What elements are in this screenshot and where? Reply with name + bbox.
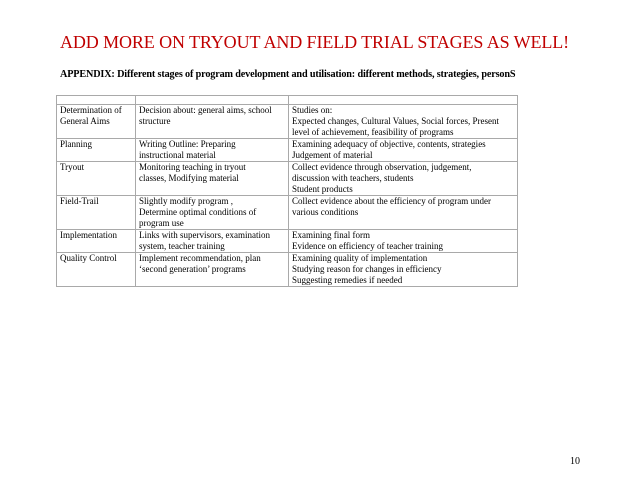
cell-line: Collect evidence about the efficiency of program under bbox=[292, 196, 492, 206]
decision-cell bbox=[136, 230, 289, 253]
studies-cell bbox=[289, 253, 518, 287]
cell-line: Determine optimal conditions of bbox=[139, 207, 257, 217]
cell-line: Student products bbox=[292, 184, 353, 194]
cell-line: Suggesting remedies if needed bbox=[292, 275, 403, 285]
cell-line: Links with supervisors, examination bbox=[139, 230, 270, 240]
cell-line: system, teacher training bbox=[139, 241, 225, 251]
cell-line: ‘second generation’ programs bbox=[139, 264, 246, 274]
cell-line: various conditions bbox=[292, 207, 359, 217]
stage-cell bbox=[57, 196, 136, 230]
stage-cell bbox=[57, 139, 136, 162]
cell-line: Implement recommendation, plan bbox=[139, 253, 261, 263]
cell-line: Evidence on efficiency of teacher training bbox=[292, 241, 444, 251]
cell-line: Studying reason for changes in efficiency bbox=[292, 264, 442, 274]
slide-title: ADD MORE ON TRYOUT AND FIELD TRIAL STAGES AS WELL! bbox=[60, 32, 570, 52]
page-number: 10 bbox=[570, 456, 580, 467]
studies-cell bbox=[289, 139, 518, 162]
stage-cell bbox=[57, 253, 136, 287]
decision-cell bbox=[136, 105, 289, 139]
cell-line: Writing Outline: Preparing bbox=[139, 139, 236, 149]
table-header-row bbox=[57, 96, 518, 105]
cell-line: structure bbox=[139, 116, 171, 126]
table-row bbox=[57, 196, 518, 230]
cell-line: Implementation bbox=[60, 230, 117, 240]
stage-cell bbox=[57, 162, 136, 196]
stage-cell bbox=[57, 105, 136, 139]
cell-line: classes, Modifying material bbox=[139, 173, 239, 183]
studies-cell bbox=[289, 105, 518, 139]
cell-line: Collect evidence through observation, judgement, bbox=[292, 162, 472, 172]
cell-line: Slightly modify program , bbox=[139, 196, 233, 206]
decision-cell bbox=[136, 162, 289, 196]
cell-line: Judgement of material bbox=[292, 150, 373, 160]
header-cell bbox=[57, 96, 136, 105]
cell-line: Planning bbox=[60, 139, 93, 149]
cell-line: Expected changes, Cultural Values, Social forces, Present bbox=[292, 116, 500, 126]
cell-line: Examining quality of implementation bbox=[292, 253, 428, 263]
cell-line: level of achievement, feasibility of programs bbox=[292, 127, 454, 137]
studies-cell bbox=[289, 162, 518, 196]
table-row bbox=[57, 139, 518, 162]
cell-line: Determination of bbox=[60, 105, 122, 115]
cell-line: Monitoring teaching in tryout bbox=[139, 162, 246, 172]
header-cell bbox=[136, 96, 289, 105]
cell-line: Studies on: bbox=[292, 105, 333, 115]
cell-line: program use bbox=[139, 218, 184, 228]
cell-line: discussion with teachers, students bbox=[292, 173, 414, 183]
table-row bbox=[57, 230, 518, 253]
decision-cell bbox=[136, 139, 289, 162]
studies-cell bbox=[289, 230, 518, 253]
stage-cell bbox=[57, 230, 136, 253]
table-row bbox=[57, 105, 518, 139]
table-row bbox=[57, 253, 518, 287]
cell-line: Tryout bbox=[60, 162, 85, 172]
header-cell bbox=[289, 96, 518, 105]
table-row bbox=[57, 162, 518, 196]
cell-line: Decision about: general aims, school bbox=[139, 105, 272, 115]
cell-line: instructional material bbox=[139, 150, 216, 160]
studies-cell bbox=[289, 196, 518, 230]
appendix-caption: APPENDIX: Different stages of program development and utilisation: different methods, strategies, personS bbox=[60, 69, 516, 80]
cell-line: Field-Trail bbox=[60, 196, 99, 206]
decision-cell bbox=[136, 253, 289, 287]
cell-line: Quality Control bbox=[60, 253, 117, 263]
program-stages-table bbox=[56, 95, 518, 287]
cell-line: Examining adequacy of objective, contents, strategies bbox=[292, 139, 486, 149]
decision-cell bbox=[136, 196, 289, 230]
cell-line: General Aims bbox=[60, 116, 110, 126]
cell-line: Examining final form bbox=[292, 230, 370, 240]
